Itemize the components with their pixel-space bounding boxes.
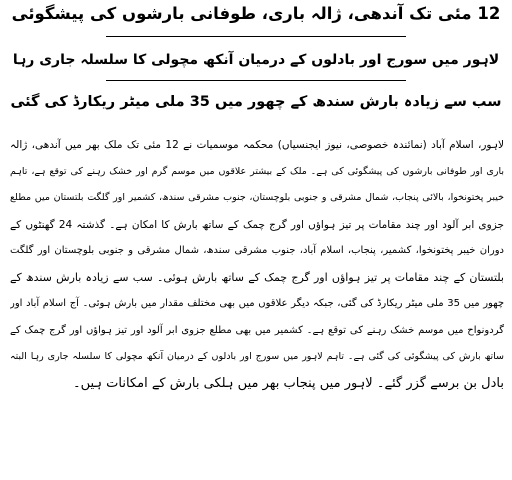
body-line: بادل بن برسے گزر گئے۔ لاہور میں پنجاب بھر میں ہلکی بارش کے امکانات ہیں۔ xyxy=(72,375,504,391)
body-line: چھور میں 35 ملی میٹر ریکارڈ کی گئی، جبکہ دیگر علاقوں میں بھی مختلف مقدار میں بارش ہوئی۔ آج اسلام آباد اور xyxy=(10,298,504,309)
body-line: بلتستان کے چند مقامات پر تیز ہواؤں اور گرج چمک کے ساتھ بارش ہوئی۔ سب سے زیادہ بارش سندھ کے xyxy=(10,270,504,284)
headline-divider xyxy=(106,36,406,37)
sub-headline: لاہور میں سورج اور بادلوں کے درمیان آنکھ مچولی کا سلسلہ جاری رہا xyxy=(12,52,500,68)
sub-headline: سب سے زیادہ بارش سندھ کے چھور میں 35 ملی میٹر ریکارڈ کی گئی xyxy=(10,94,502,110)
headline-divider xyxy=(106,80,406,81)
body-line: گردونواح میں موسم خشک رہنے کی توقع ہے۔ کشمیر میں بھی مطلع جزوی ابر آلود اور تیز ہواؤں اور گرج چمک کے xyxy=(10,324,504,336)
body-line: باری اور طوفانی بارشوں کی پیشگوئی کی ہے۔ ملک کے بیشتر علاقوں میں موسم گرم اور خشک رہنے کی توقع ہے، تاہم xyxy=(10,165,504,177)
body-line: جزوی ابر آلود اور چند مقامات پر تیز ہواؤں اور گرج چمک کے ساتھ بارش کا امکان ہے۔ گذشتہ 24 گھنٹوں کے xyxy=(10,218,504,231)
body-line: دوران خیبر پختونخوا، کشمیر، پنجاب، اسلام آباد، جنوب مشرقی سندھ، شمال مشرقی و جنوبی بلوچستان اور گلگت xyxy=(10,245,504,256)
body-line: خیبر پختونخوا، بالائی پنجاب، شمال مشرقی و جنوبی بلوچستان، جنوب مشرقی سندھ، کشمیر اور گلگت بلتستان میں مطلع xyxy=(10,192,504,203)
main-headline: 12 مئی تک آندھی، ژالہ باری، طوفانی بارشوں کی پیشگوئی xyxy=(11,4,501,23)
body-line: ساتھ بارش کی پیشگوئی کی گئی ہے۔ تاہم لاہور میں سورج اور بادلوں کے درمیان آنکھ مچولی کا سلسلہ جاری رہا البتہ xyxy=(10,351,504,362)
body-line: لاہور، اسلام آباد (نمائندہ خصوصی، نیوز ایجنسیاں) محکمہ موسمیات نے 12 مئی تک ملک بھر میں آندھی، ژالہ xyxy=(10,139,504,151)
article-body xyxy=(10,132,504,397)
